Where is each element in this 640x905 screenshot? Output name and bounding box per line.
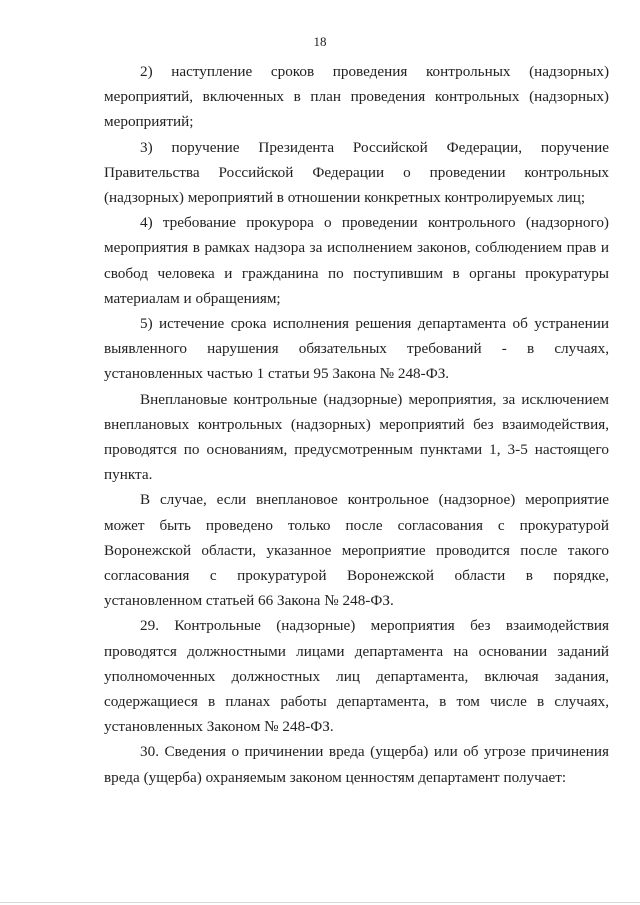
list-item-3: 3) поручение Президента Российской Федерации, поручение Правительства Российской Федерации о проведении контрольных (надзорных) мероприятий в отношении конкретных контролируемых лиц;	[104, 138, 609, 207]
page-number: 18	[313, 34, 327, 49]
page-bottom-divider	[0, 902, 640, 903]
paragraph-unscheduled-grounds: Внеплановые контрольные (надзорные) мероприятия, за исключением внеплановых контрольных (надзорных) мероприятий без взаимодействия, проводятся по основаниям, предусмотренным пунктами 1, 3-5 настоящего пункта.	[104, 390, 609, 484]
list-item-5: 5) истечение срока исполнения решения департамента об устранении выявленного нарушения обязательных требований - в случаях, установленных частью 1 статьи 95 Закона № 248-ФЗ.	[104, 315, 609, 383]
clause-30: 30. Сведения о причинении вреда (ущерба) или об угрозе причинения вреда (ущерба) охраняемым законом ценностям департамент получает:	[104, 743, 609, 786]
document-body	[104, 59, 609, 790]
list-item-2: 2) наступление сроков проведения контрольных (надзорных) мероприятий, включенных в план проведения контрольных (надзорных) мероприятий;	[104, 63, 609, 131]
paragraph-prosecutor-approval: В случае, если внеплановое контрольное (надзорное) мероприятие может быть проведено только после согласования с прокуратурой Воронежской области, указанное мероприятие проводится после такого согласования с прокуратурой Воронежской области в порядке, установленном статьей 66 Закона № 248-ФЗ.	[104, 491, 609, 610]
clause-29: 29. Контрольные (надзорные) мероприятия без взаимодействия проводятся должностными лицами департамента на основании заданий уполномоченных должностных лиц департамента, включая задания, содержащиеся в планах работы департамента, в том числе в случаях, установленных Законом № 248-ФЗ.	[104, 617, 609, 736]
list-item-4: 4) требование прокурора о проведении контрольного (надзорного) мероприятия в рамках надзора за исполнением законов, соблюдением прав и свобод человека и гражданина по поступившим в органы прокуратуры материалам и обращениям;	[104, 214, 609, 307]
